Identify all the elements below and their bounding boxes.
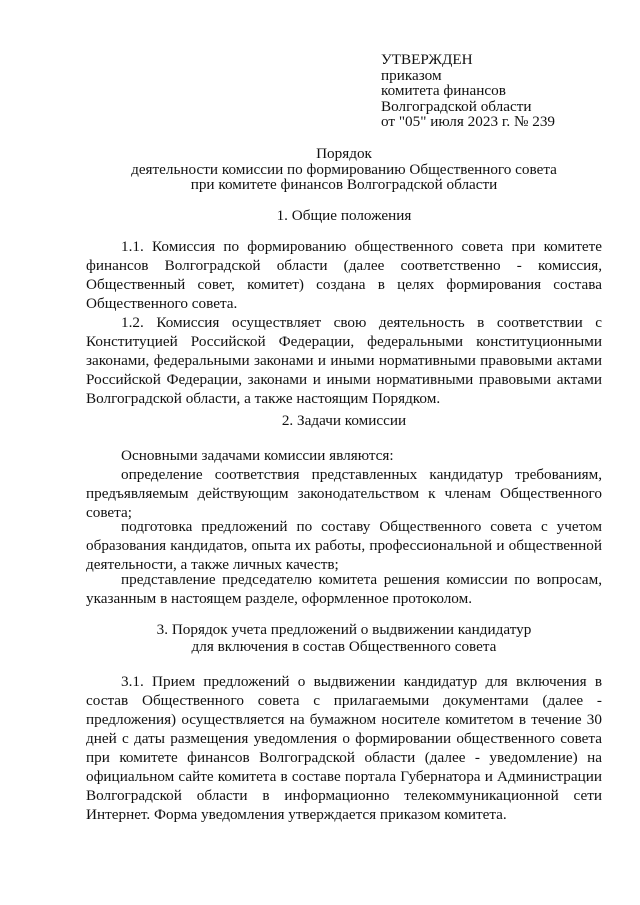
- approval-line: приказом: [381, 66, 442, 84]
- section-2-item-3: представление председателю комитета решения комиссии по вопросам, указанным в настоящем разделе, оформленное протоколом.: [86, 571, 602, 607]
- section-2-item-2: подготовка предложений по составу Общественного совета с учетом образования кандидатов, опыта их работы, профессиональной и общественной деятельности, а также личных качеств;: [86, 518, 602, 573]
- approval-title: УТВЕРЖДЕН: [381, 51, 473, 68]
- section-1-paragraph-1: 1.1. Комиссия по формированию общественного совета при комитете финансов Волгоградской области (далее соответственно - комиссия, Общественный совет, комитет) создана в целях формирования состава Общественного совета.: [86, 238, 602, 312]
- title-line: при комитете финансов Волгоградской области: [190, 176, 498, 193]
- heading-text: 1. Общие положения: [276, 207, 412, 224]
- section-3-heading: [84, 621, 604, 655]
- approval-line: Волгоградской области: [381, 97, 532, 115]
- heading-text: для включения в состав Общественного совета: [191, 638, 497, 655]
- section-2-item-1: определение соответствия представленных кандидатур требованиям, предъявляемым действующим законодательством к членам Общественного совета;: [86, 466, 602, 521]
- section-1-heading: [84, 207, 604, 224]
- heading-text: 3. Порядок учета предложений о выдвижении кандидатур: [156, 621, 532, 638]
- approval-date-number: от "05" июля 2023 г. № 239: [381, 113, 556, 130]
- section-3-paragraph-1: 3.1. Прием предложений о выдвижении кандидатур для включения в состав Общественного совета с прилагаемыми документами (далее - предложения) осуществляется на бумажном носителе комитетом в течение 30 дней с даты размещения уведомления о формировании общественного совета при комитете финансов Волгоградской области (далее - уведомление) на официальном сайте комитета в составе портала Губернатора и Администрации Волгоградской области в информационно телекоммуникационной сети Интернет. Форма уведомления утверждается приказом комитета.: [86, 673, 602, 823]
- title-line: деятельности комиссии по формированию Общественного совета: [131, 160, 557, 178]
- heading-text: 2. Задачи комиссии: [281, 412, 407, 429]
- section-2-heading: [84, 412, 604, 429]
- approval-line: комитета финансов: [381, 82, 506, 99]
- section-2-intro: Основными задачами комиссии являются:: [121, 447, 394, 464]
- title-line: Порядок: [316, 145, 372, 162]
- approval-stamp: [381, 52, 621, 130]
- section-1-paragraph-2: 1.2. Комиссия осуществляет свою деятельность в соответствии с Конституцией Российской Федерации, федеральными конституционными законами, федеральными законами и иными нормативными правовыми актами Российской Федерации, законами и иными нормативными правовыми актами Волгоградской области, а также настоящим Порядком.: [86, 314, 602, 407]
- document-title: [84, 146, 604, 193]
